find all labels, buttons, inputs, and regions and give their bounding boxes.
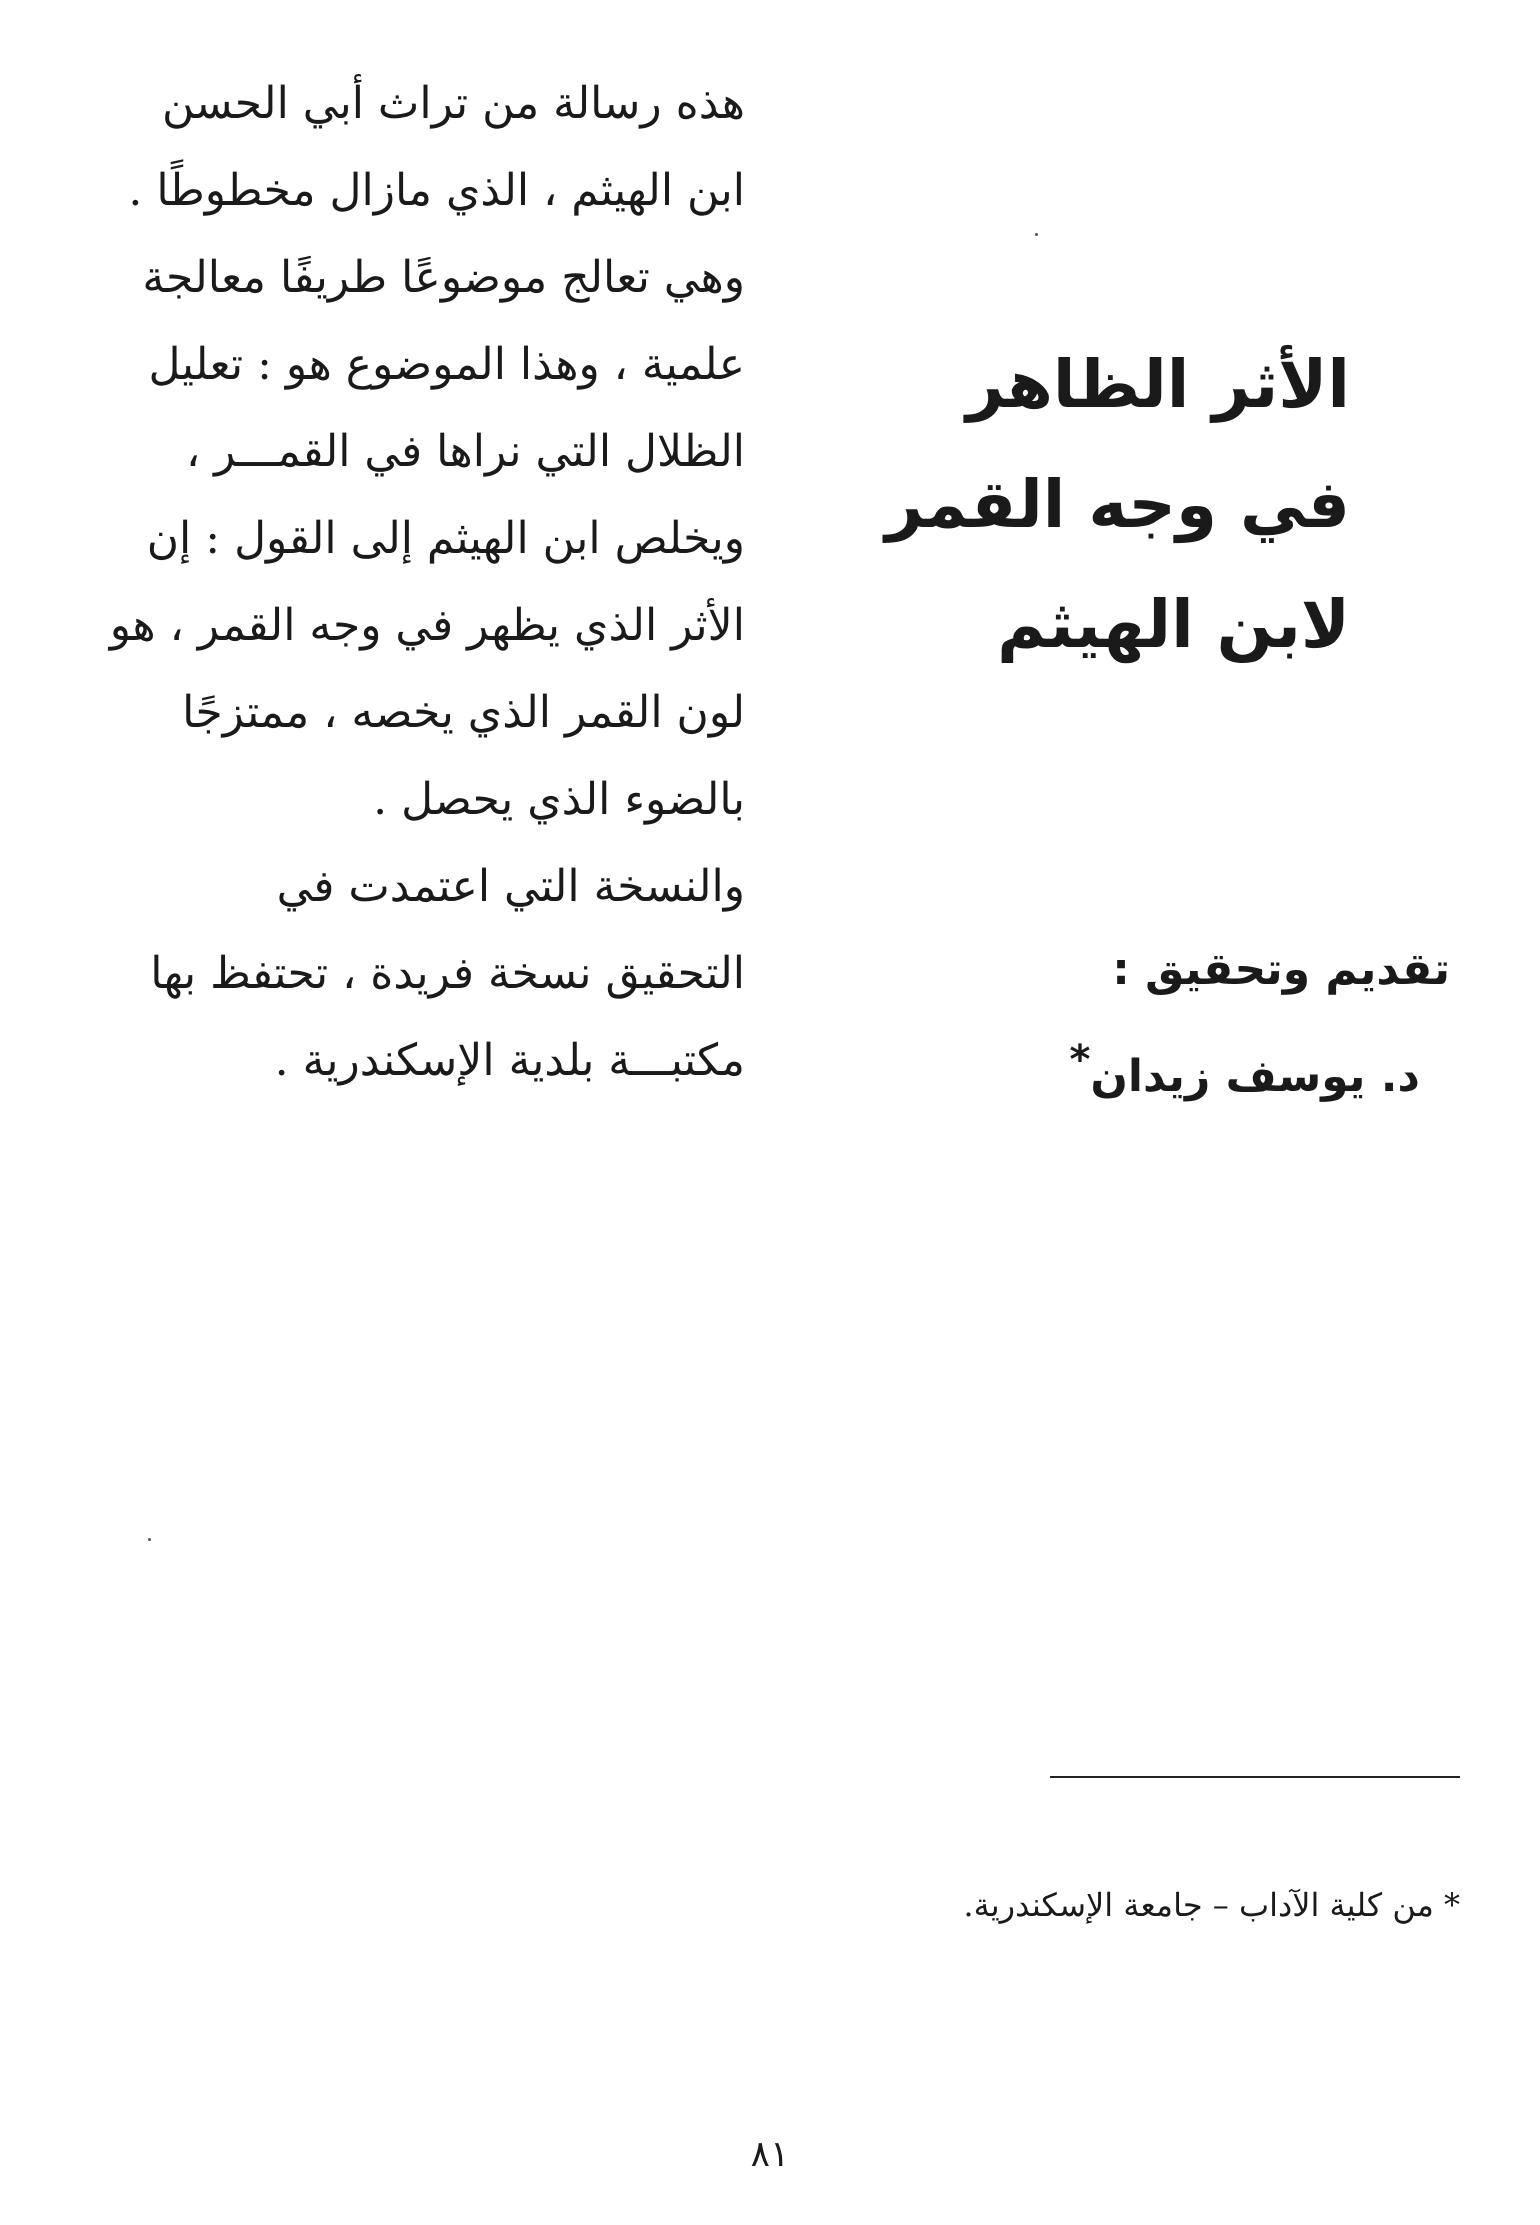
title-line-1: الأثر الظاهر <box>966 346 1350 423</box>
abstract-line: علمية ، وهذا الموضوع هو : تعليل <box>148 339 745 390</box>
footnote-divider <box>1050 1776 1460 1778</box>
abstract-line: الظلال التي نراها في القمـــر ، <box>185 426 745 477</box>
footnote-marker: * <box>1069 1037 1091 1083</box>
abstract-line: التحقيق نسخة فريدة ، تحتفظ بها <box>150 948 745 999</box>
article-title <box>885 325 1350 685</box>
author-name-line <box>1000 1015 1450 1105</box>
abstract-line: ويخلص ابن الهيثم إلى القول : إن <box>146 513 745 564</box>
scan-speck <box>1035 233 1038 236</box>
author-name: د. يوسف زيدان <box>1090 1051 1420 1102</box>
abstract-column <box>105 60 745 1104</box>
abstract-line: ابن الهيثم ، الذي مازال مخطوطًا . <box>128 165 745 216</box>
author-block <box>1000 925 1450 1105</box>
abstract-line: مكتبـــة بلدية الإسكندرية . <box>274 1035 745 1086</box>
scan-speck <box>148 1538 151 1541</box>
abstract-line: وهي تعالج موضوعًا طريفًا معالجة <box>142 252 745 303</box>
abstract-line: لون القمر الذي يخصه ، ممتزجًا <box>182 687 745 738</box>
footnote: * من كلية الآداب – جامعة الإسكندرية. <box>963 1886 1460 1924</box>
abstract-line: والنسخة التي اعتمدت في <box>276 861 745 912</box>
title-line-2: في وجه القمر <box>885 466 1350 543</box>
abstract-line: الأثر الذي يظهر في وجه القمر ، هو <box>109 600 745 651</box>
abstract-line: هذه رسالة من تراث أبي الحسن <box>162 78 745 129</box>
editor-label: تقديم وتحقيق : <box>1112 944 1450 995</box>
page-number: ٨١ <box>750 2134 790 2175</box>
title-line-3: لابن الهيثم <box>997 586 1350 663</box>
abstract-line: بالضوء الذي يحصل . <box>373 774 745 825</box>
